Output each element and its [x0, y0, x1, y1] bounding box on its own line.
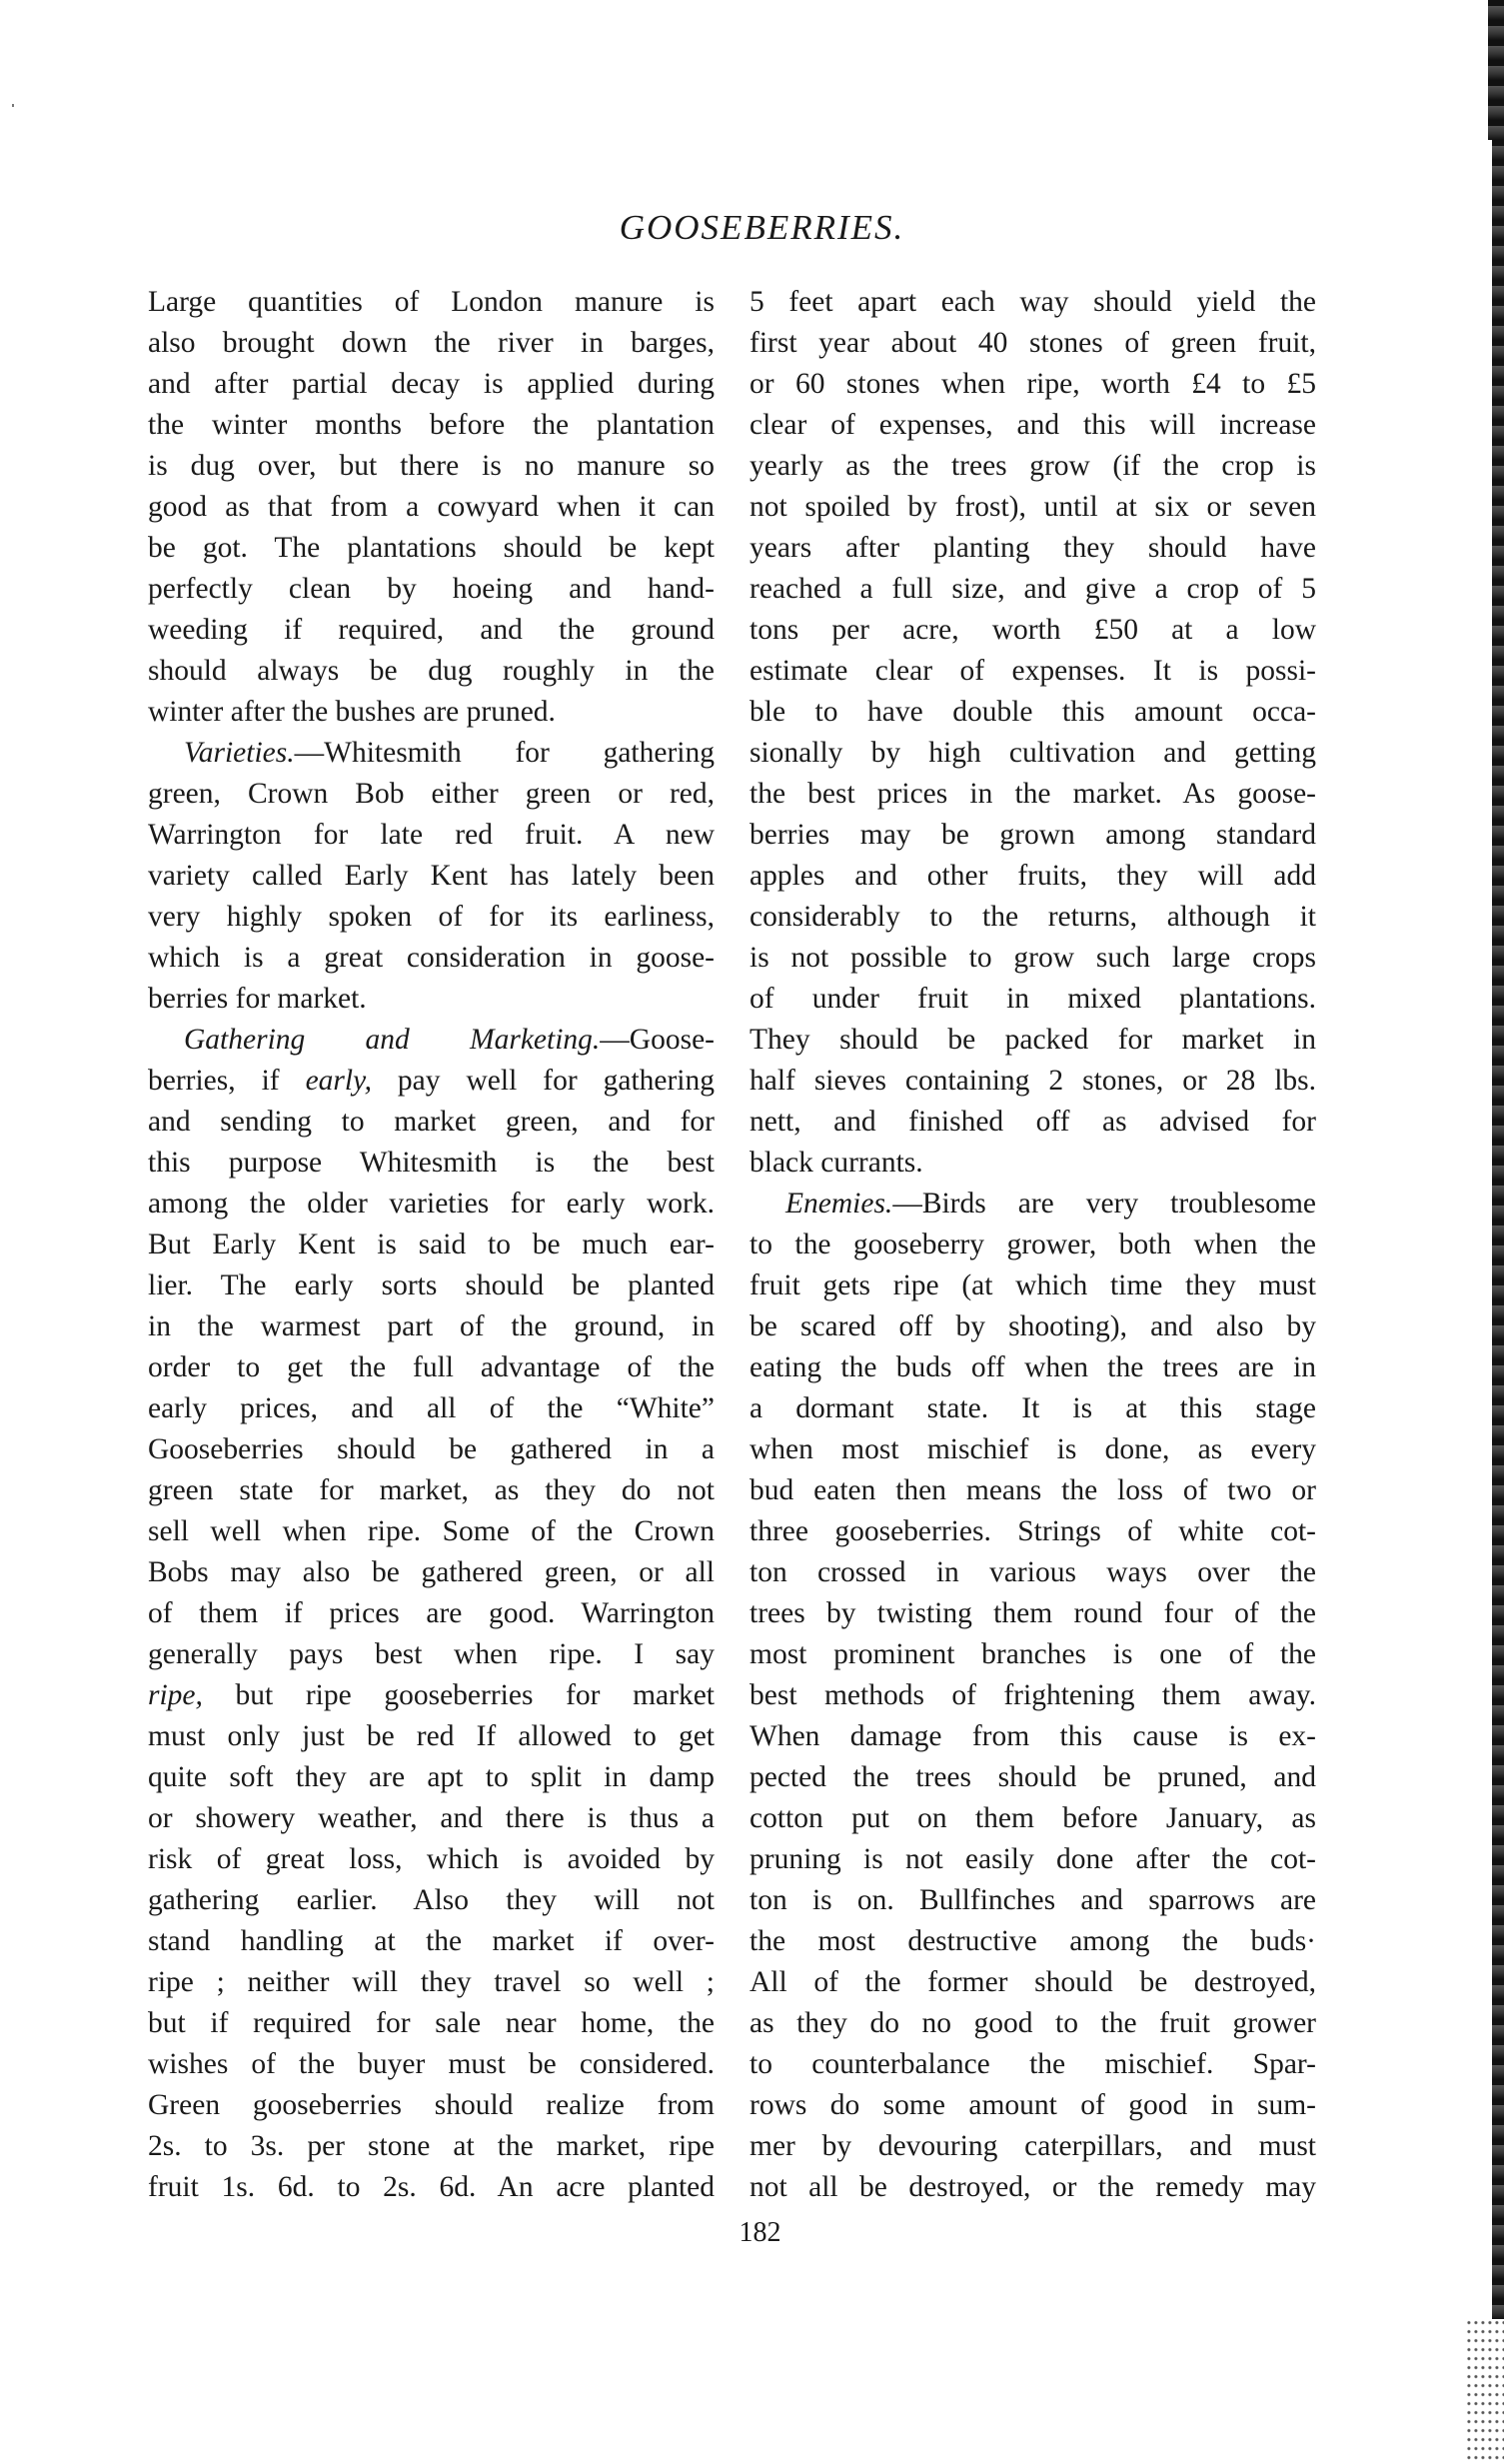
line-text: black currants.: [750, 1147, 923, 1179]
line-text: very highly spoken of for its earliness,: [148, 901, 715, 933]
text-line: [750, 979, 1316, 1020]
line-text: wishes of the buyer must be considered.: [148, 2048, 715, 2080]
line-text: half sieves containing 2 stones, or 28 lbs.: [750, 1065, 1316, 1097]
text-line: [750, 569, 1316, 610]
text-line: [750, 1470, 1316, 1511]
line-text: Green gooseberries should realize from: [148, 2089, 715, 2121]
line-text: cotton put on them before January, as: [750, 1802, 1316, 1834]
text-line: [750, 897, 1316, 938]
text-line: [750, 487, 1316, 528]
text-line: [750, 1265, 1316, 1306]
line-text: the winter months before the plantation: [148, 409, 715, 441]
text-line: [750, 1716, 1316, 1757]
text-line: [750, 1102, 1316, 1143]
line-text: when most mischief is done, as every: [750, 1433, 1316, 1465]
line-text: perfectly clean by hoeing and hand-: [148, 573, 715, 605]
text-line: [148, 282, 715, 323]
text-line: [750, 1552, 1316, 1593]
line-text: also brought down the river in barges,: [148, 327, 715, 359]
line-text: winter after the bushes are pruned.: [148, 696, 556, 728]
text-line: [750, 651, 1316, 692]
text-line: [148, 1102, 715, 1143]
text-line: [148, 2044, 715, 2085]
text-line: [148, 979, 715, 1020]
text-line: [750, 1347, 1316, 1388]
text-line: [148, 2085, 715, 2126]
section-heading: Enemies.: [785, 1188, 893, 1220]
text-line: [148, 856, 715, 897]
line-text: stand handling at the market if over-: [148, 1925, 715, 1957]
line-text: bud eaten then means the loss of two or: [750, 1474, 1316, 1506]
line-text: best methods of frightening them away.: [750, 1679, 1316, 1711]
text-line: [750, 815, 1316, 856]
text-line: [148, 1184, 715, 1225]
emphasis: ripe,: [148, 1679, 203, 1711]
line-text: apples and other fruits, they will add: [750, 860, 1316, 892]
text-line: [148, 938, 715, 979]
text-line: [148, 2003, 715, 2044]
text-line: [750, 938, 1316, 979]
text-line: [750, 1061, 1316, 1102]
text-line: [148, 1962, 715, 2003]
line-text: fruit 1s. 6d. to 2s. 6d. An acre planted: [148, 2171, 715, 2203]
line-text: lier. The early sorts should be planted: [148, 1269, 715, 1301]
line-text: 5 feet apart each way should yield the: [750, 286, 1316, 318]
text-line: [148, 364, 715, 405]
line-text: tons per acre, worth £50 at a low: [750, 614, 1316, 646]
line-text: ripe ; neither will they travel so well ;: [148, 1966, 715, 1998]
text-line: [750, 1020, 1316, 1061]
text-line: [750, 364, 1316, 405]
text-line: [148, 1593, 715, 1634]
line-text: —Goose-: [600, 1024, 715, 1056]
text-line: [750, 733, 1316, 774]
text-line: [750, 1921, 1316, 1962]
line-text: berries, if: [148, 1065, 306, 1097]
line-text: ton is on. Bullfinches and sparrows are: [750, 1884, 1316, 1916]
text-line: [148, 2167, 715, 2208]
line-text: or 60 stones when ripe, worth £4 to £5: [750, 368, 1316, 400]
line-text: but if required for sale near home, the: [148, 2007, 715, 2039]
line-text: pruning is not easily done after the cot-: [750, 1843, 1316, 1875]
text-line: [750, 1962, 1316, 2003]
line-text: ble to have double this amount occa-: [750, 696, 1316, 728]
text-line: [750, 323, 1316, 364]
line-text: the best prices in the market. As goose-: [750, 778, 1316, 810]
text-line: [148, 323, 715, 364]
line-text: Gooseberries should be gathered in a: [148, 1433, 715, 1465]
text-line: [148, 897, 715, 938]
line-text: Warrington for late red fruit. A new: [148, 819, 715, 851]
line-text: is dug over, but there is no manure so: [148, 450, 715, 482]
line-text: in the warmest part of the ground, in: [148, 1310, 715, 1342]
line-text: berries may be grown among standard: [750, 819, 1316, 851]
text-line: [148, 1798, 715, 1839]
text-line: [148, 446, 715, 487]
text-line: [750, 528, 1316, 569]
text-line: [750, 1184, 1316, 1225]
text-line: [148, 1552, 715, 1593]
text-line: [750, 692, 1316, 733]
emphasis: early,: [305, 1065, 372, 1097]
page-edge-shadow-top: [1488, 0, 1504, 140]
line-text: risk of great loss, which is avoided by: [148, 1843, 715, 1875]
text-line: [148, 1265, 715, 1306]
text-line: [750, 1388, 1316, 1429]
text-line: [750, 610, 1316, 651]
text-line: [750, 1839, 1316, 1880]
line-text: three gooseberries. Strings of white cot-: [750, 1515, 1316, 1547]
line-text: gathering earlier. Also they will not: [148, 1884, 715, 1916]
text-line: [750, 446, 1316, 487]
text-line: [750, 1143, 1316, 1184]
text-line: [148, 1511, 715, 1552]
line-text: be scared off by shooting), and also by: [750, 1310, 1316, 1342]
text-line: [148, 487, 715, 528]
page-edge-speckle: [1464, 2319, 1504, 2464]
line-text: —Birds are very troublesome: [892, 1188, 1316, 1220]
line-text: green state for market, as they do not: [148, 1474, 715, 1506]
line-text: sionally by high cultivation and getting: [750, 737, 1316, 769]
text-line: [148, 1429, 715, 1470]
line-text: but ripe gooseberries for market: [202, 1679, 715, 1711]
text-line: [148, 651, 715, 692]
text-line: [750, 405, 1316, 446]
text-line: [148, 1921, 715, 1962]
line-text: eating the buds off when the trees are in: [750, 1351, 1316, 1383]
line-text: and sending to market green, and for: [148, 1106, 715, 1138]
line-text: must only just be red If allowed to get: [148, 1720, 715, 1752]
left-column: [148, 282, 715, 2208]
line-text: nett, and finished off as advised for: [750, 1106, 1316, 1138]
line-text: reached a full size, and give a crop of 5: [750, 573, 1316, 605]
text-line: [750, 1429, 1316, 1470]
line-text: years after planting they should have: [750, 532, 1316, 564]
line-text: fruit gets ripe (at which time they must: [750, 1269, 1316, 1301]
line-text: —Whitesmith for gathering: [294, 737, 715, 769]
line-text: not all be destroyed, or the remedy may: [750, 2171, 1316, 2203]
line-text: and after partial decay is applied during: [148, 368, 715, 400]
text-line: [750, 1593, 1316, 1634]
text-line: [148, 1388, 715, 1429]
text-line: [148, 1143, 715, 1184]
line-text: When damage from this cause is ex-: [750, 1720, 1316, 1752]
text-line: [750, 1225, 1316, 1265]
line-text: to counterbalance the mischief. Spar-: [750, 2048, 1316, 2080]
line-text: weeding if required, and the ground: [148, 614, 715, 646]
text-line: [750, 1757, 1316, 1798]
line-text: berries for market.: [148, 983, 367, 1015]
line-text: pay well for gathering: [371, 1065, 715, 1097]
text-line: [750, 774, 1316, 815]
text-line: [750, 2003, 1316, 2044]
line-text: not spoiled by frost), until at six or seven: [750, 491, 1316, 523]
right-column: [750, 282, 1316, 2208]
line-text: as they do no good to the fruit grower: [750, 2007, 1316, 2039]
line-text: They should be packed for market in: [750, 1024, 1316, 1056]
running-head: GOOSEBERRIES.: [619, 208, 905, 247]
text-line: [750, 2167, 1316, 2208]
line-text: the most destructive among the buds·: [750, 1925, 1316, 1957]
line-text: to the gooseberry grower, both when the: [750, 1229, 1316, 1260]
line-text: of them if prices are good. Warrington: [148, 1597, 715, 1629]
line-text: should always be dug roughly in the: [148, 655, 715, 687]
line-text: variety called Early Kent has lately been: [148, 860, 715, 892]
line-text: which is a great consideration in goose-: [148, 942, 715, 974]
text-line: [148, 692, 715, 733]
text-line: [750, 1675, 1316, 1716]
line-text: Large quantities of London manure is: [148, 286, 715, 318]
line-text: estimate clear of expenses. It is possi-: [750, 655, 1316, 687]
text-line: [148, 1347, 715, 1388]
text-line: [148, 610, 715, 651]
line-text: order to get the full advantage of the: [148, 1351, 715, 1383]
text-line: [148, 528, 715, 569]
page-edge-shadow: [1492, 140, 1504, 2319]
text-line: [148, 1306, 715, 1347]
text-line: [148, 2126, 715, 2167]
line-text: sell well when ripe. Some of the Crown: [148, 1515, 715, 1547]
line-text: of under fruit in mixed plantations.: [750, 983, 1316, 1015]
line-text: a dormant state. It is at this stage: [750, 1392, 1316, 1424]
line-text: or showery weather, and there is thus a: [148, 1802, 715, 1834]
section-heading: Gathering and Marketing.: [184, 1024, 601, 1056]
text-line: [148, 1061, 715, 1102]
text-line: [148, 1634, 715, 1675]
line-text: ton crossed in various ways over the: [750, 1556, 1316, 1588]
page-number: 182: [739, 2217, 781, 2248]
text-line: [750, 1798, 1316, 1839]
text-line: [148, 1839, 715, 1880]
line-text: mer by devouring caterpillars, and must: [750, 2130, 1316, 2162]
text-line: [750, 1306, 1316, 1347]
line-text: yearly as the trees grow (if the crop is: [750, 450, 1316, 482]
line-text: good as that from a cowyard when it can: [148, 491, 715, 523]
text-line: [750, 2126, 1316, 2167]
text-line: [148, 733, 715, 774]
line-text: most prominent branches is one of the: [750, 1638, 1316, 1670]
text-line: [750, 282, 1316, 323]
text-line: [750, 1511, 1316, 1552]
text-line: [148, 1880, 715, 1921]
line-text: first year about 40 stones of green fruit,: [750, 327, 1316, 359]
text-line: [148, 1675, 715, 1716]
text-line: [148, 1225, 715, 1265]
line-text: quite soft they are apt to split in damp: [148, 1761, 715, 1793]
text-line: [148, 405, 715, 446]
line-text: among the older varieties for early work.: [148, 1188, 715, 1220]
line-text: considerably to the returns, although it: [750, 901, 1316, 933]
line-text: Bobs may also be gathered green, or all: [148, 1556, 715, 1588]
line-text: is not possible to grow such large crops: [750, 942, 1316, 974]
text-line: [148, 1716, 715, 1757]
text-line: [148, 569, 715, 610]
line-text: pected the trees should be pruned, and: [750, 1761, 1316, 1793]
section-heading: Varieties.: [184, 737, 295, 769]
line-text: clear of expenses, and this will increase: [750, 409, 1316, 441]
text-line: [148, 1757, 715, 1798]
line-text: But Early Kent is said to be much ear-: [148, 1229, 715, 1260]
text-line: [148, 1020, 715, 1061]
line-text: green, Crown Bob either green or red,: [148, 778, 715, 810]
line-text: All of the former should be destroyed,: [750, 1966, 1316, 1998]
text-line: [750, 856, 1316, 897]
text-line: [750, 2085, 1316, 2126]
line-text: trees by twisting them round four of the: [750, 1597, 1316, 1629]
scan-speck: [12, 104, 14, 107]
line-text: generally pays best when ripe. I say: [148, 1638, 715, 1670]
text-line: [148, 815, 715, 856]
line-text: this purpose Whitesmith is the best: [148, 1147, 715, 1179]
text-line: [750, 2044, 1316, 2085]
text-line: [148, 1470, 715, 1511]
text-line: [148, 774, 715, 815]
text-line: [750, 1634, 1316, 1675]
text-line: [750, 1880, 1316, 1921]
line-text: rows do some amount of good in sum-: [750, 2089, 1316, 2121]
line-text: 2s. to 3s. per stone at the market, ripe: [148, 2130, 715, 2162]
line-text: be got. The plantations should be kept: [148, 532, 715, 564]
line-text: early prices, and all of the “White”: [148, 1392, 715, 1424]
